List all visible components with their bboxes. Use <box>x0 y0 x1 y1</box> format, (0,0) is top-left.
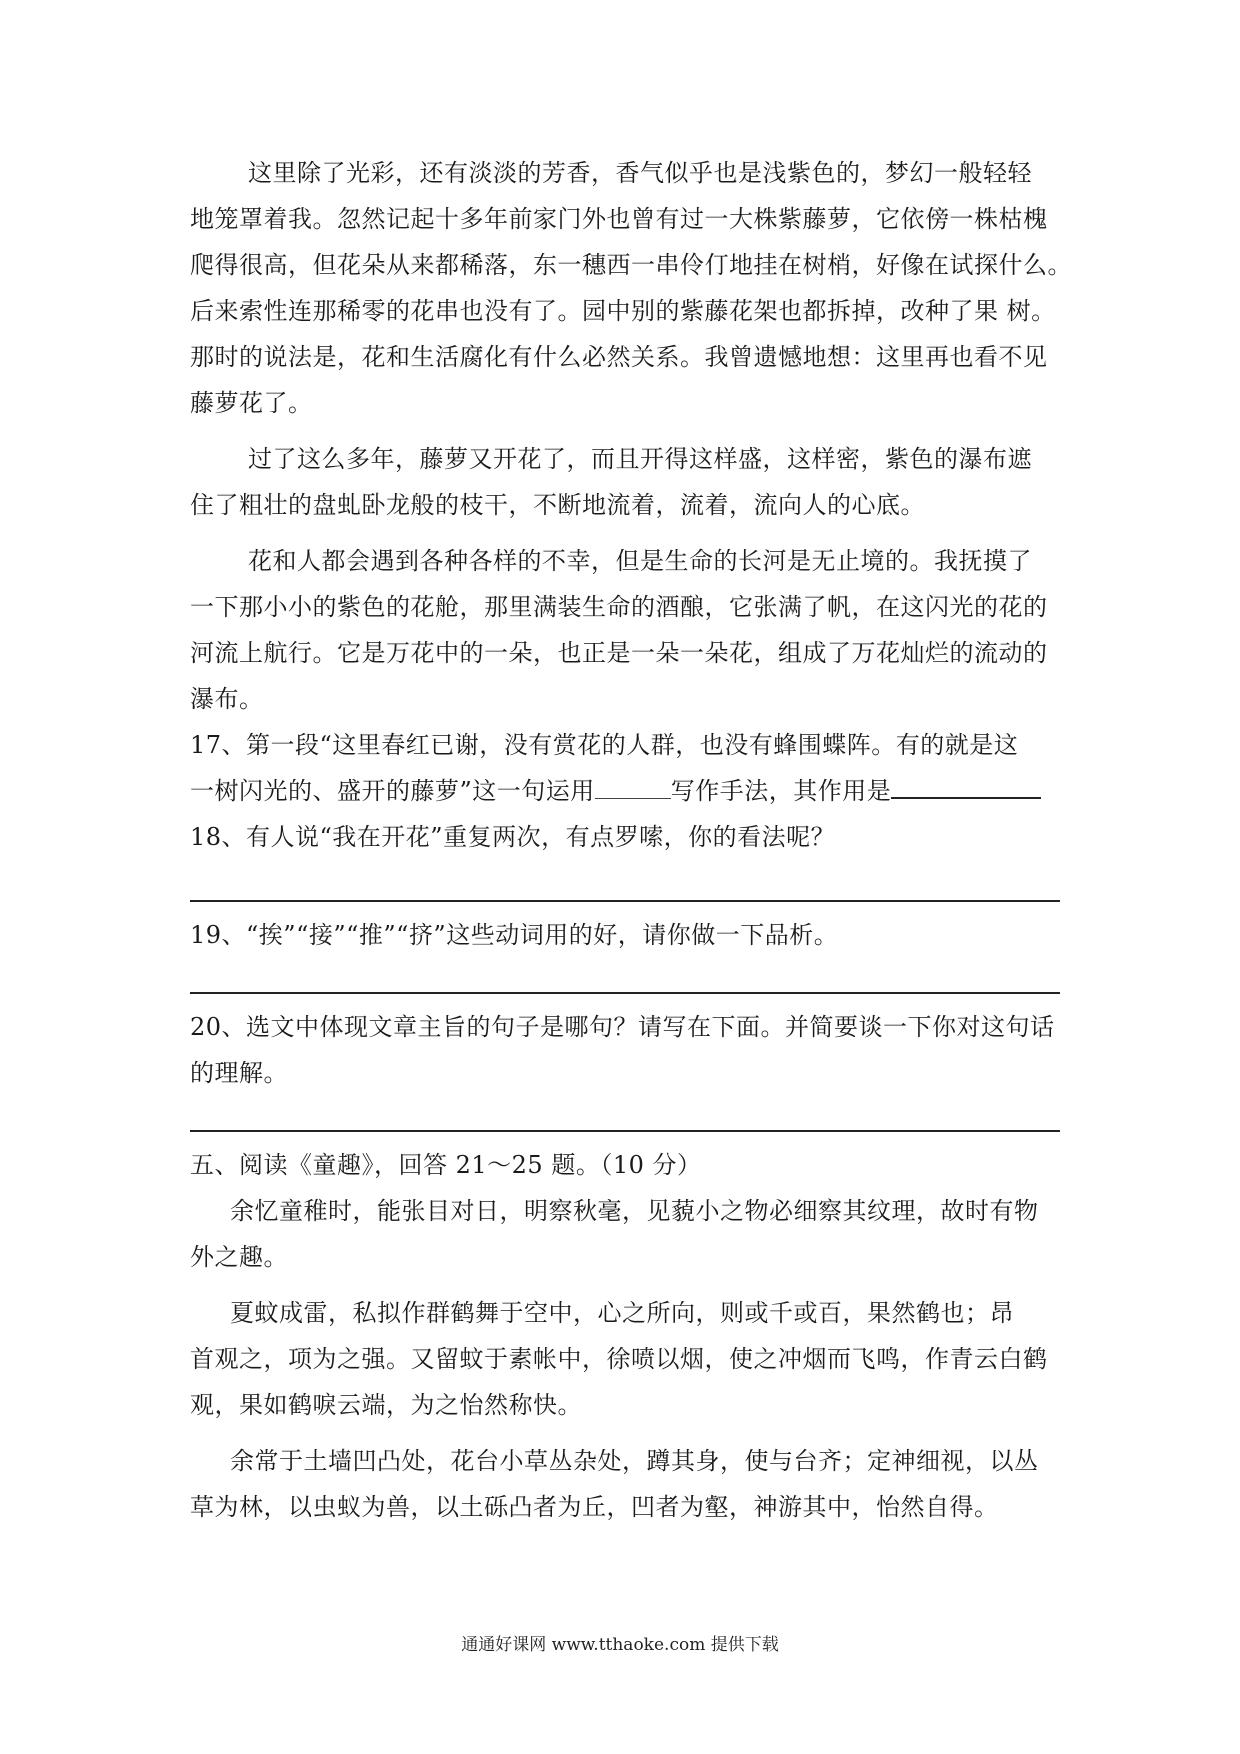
question-18 <box>190 814 1060 902</box>
text-line: 后来索性连那稀零的花串也没有了。园中别的紫藤花架也都拆掉，改种了果 树。 <box>190 297 1056 325</box>
text-line: 首观之，项为之强。又留蚊于素帐中，徐喷以烟，使之冲烟而飞鸣，作青云白鹤 <box>190 1345 1048 1373</box>
text-line: 这里除了光彩，还有淡淡的芳香，香气似乎也是浅紫色的，梦幻一般轻轻 <box>248 159 1032 187</box>
answer-line-20[interactable] <box>190 1130 1060 1132</box>
text-line: 草为林，以虫蚁为兽，以土砾凸者为丘，凹者为壑，神游其中，怡然自得。 <box>190 1493 999 1521</box>
section-5-heading: 五、阅读《童趣》，回答 21～25 题。（10 分） <box>190 1151 702 1179</box>
question-19 <box>190 912 1060 994</box>
answer-blank-effect[interactable] <box>891 773 1041 799</box>
question-18-text: 18、有人说“我在开花”重复两次，有点罗嗦，你的看法呢？ <box>190 823 836 851</box>
answer-line-19[interactable] <box>190 992 1060 994</box>
paragraph-bloom-again <box>190 436 1060 528</box>
text-line: 余常于土墙凹凸处，花台小草丛杂处，蹲其身，使与台齐；定神细视，以丛 <box>230 1447 1039 1475</box>
text-line: 瀑布。 <box>190 685 264 713</box>
text-line: 外之趣。 <box>190 1243 288 1271</box>
paragraph-fragrance <box>190 150 1072 426</box>
section-5 <box>190 1142 1060 1530</box>
question-17-prefix: 一树闪光的、盛开的藤萝”这一句运用 <box>190 777 595 805</box>
text-line: 地笼罩着我。忽然记起十多年前家门外也曾有过一大株紫藤萝，它依傍一株枯槐 <box>190 205 1048 233</box>
text-line: 一下那小小的紫色的花舱，那里满装生命的酒酿，它张满了帆，在这闪光的花的 <box>190 593 1048 621</box>
question-20 <box>190 1004 1060 1132</box>
text-line: 夏蚊成雷，私拟作群鹤舞于空中，心之所向，则或千或百，果然鹤也；昂 <box>230 1299 1014 1327</box>
text-line: 藤萝花了。 <box>190 389 313 417</box>
text-line: 余忆童稚时，能张目对日，明察秋毫，见藐小之物必细察其纹理，故时有物 <box>230 1197 1039 1225</box>
text-line: 住了粗壮的盘虬卧龙般的枝干，不断地流着，流着，流向人的心底。 <box>190 491 925 519</box>
answer-line-18[interactable] <box>190 900 1060 902</box>
paragraph-river-of-life <box>190 538 1060 722</box>
question-17-text: 17、第一段“这里春红已谢，没有赏花的人群，也没有蜂围蝶阵。有的就是这 <box>190 731 1019 759</box>
question-20-text: 20、选文中体现文章主旨的句子是哪句？请写在下面。并简要谈一下你对这句话 <box>190 1013 1055 1041</box>
page-footer: 通通好课网 www.tthaoke.com 提供下载 <box>461 1635 779 1655</box>
question-17-line2 <box>190 768 1060 814</box>
question-19-text: 19、“挨”“接”“推”“挤”这些动词用的好，请你做一下品析。 <box>190 921 839 949</box>
text-line: 那时的说法是，花和生活腐化有什么必然关系。我曾遗憾地想：这里再也看不见 <box>190 343 1048 371</box>
question-17 <box>190 722 1060 814</box>
answer-blank-technique[interactable] <box>595 776 671 799</box>
text-line: 观，果如鹤唳云端，为之怡然称快。 <box>190 1391 582 1419</box>
text-line: 爬得很高，但花朵从来都稀落，东一穗西一串伶仃地挂在树梢，好像在试探什么。 <box>190 251 1072 279</box>
text-line: 花和人都会遇到各种各样的不幸，但是生命的长河是无止境的。我抚摸了 <box>248 547 1032 575</box>
text-line: 过了这么多年，藤萝又开花了，而且开得这样盛，这样密，紫色的瀑布遮 <box>248 445 1032 473</box>
question-17-mid: 写作手法，其作用是 <box>670 777 892 805</box>
document-page <box>190 150 1072 1530</box>
text-line: 河流上航行。它是万花中的一朵，也正是一朵一朵花，组成了万花灿烂的流动的 <box>190 639 1048 667</box>
question-20-text-cont: 的理解。 <box>190 1059 288 1087</box>
